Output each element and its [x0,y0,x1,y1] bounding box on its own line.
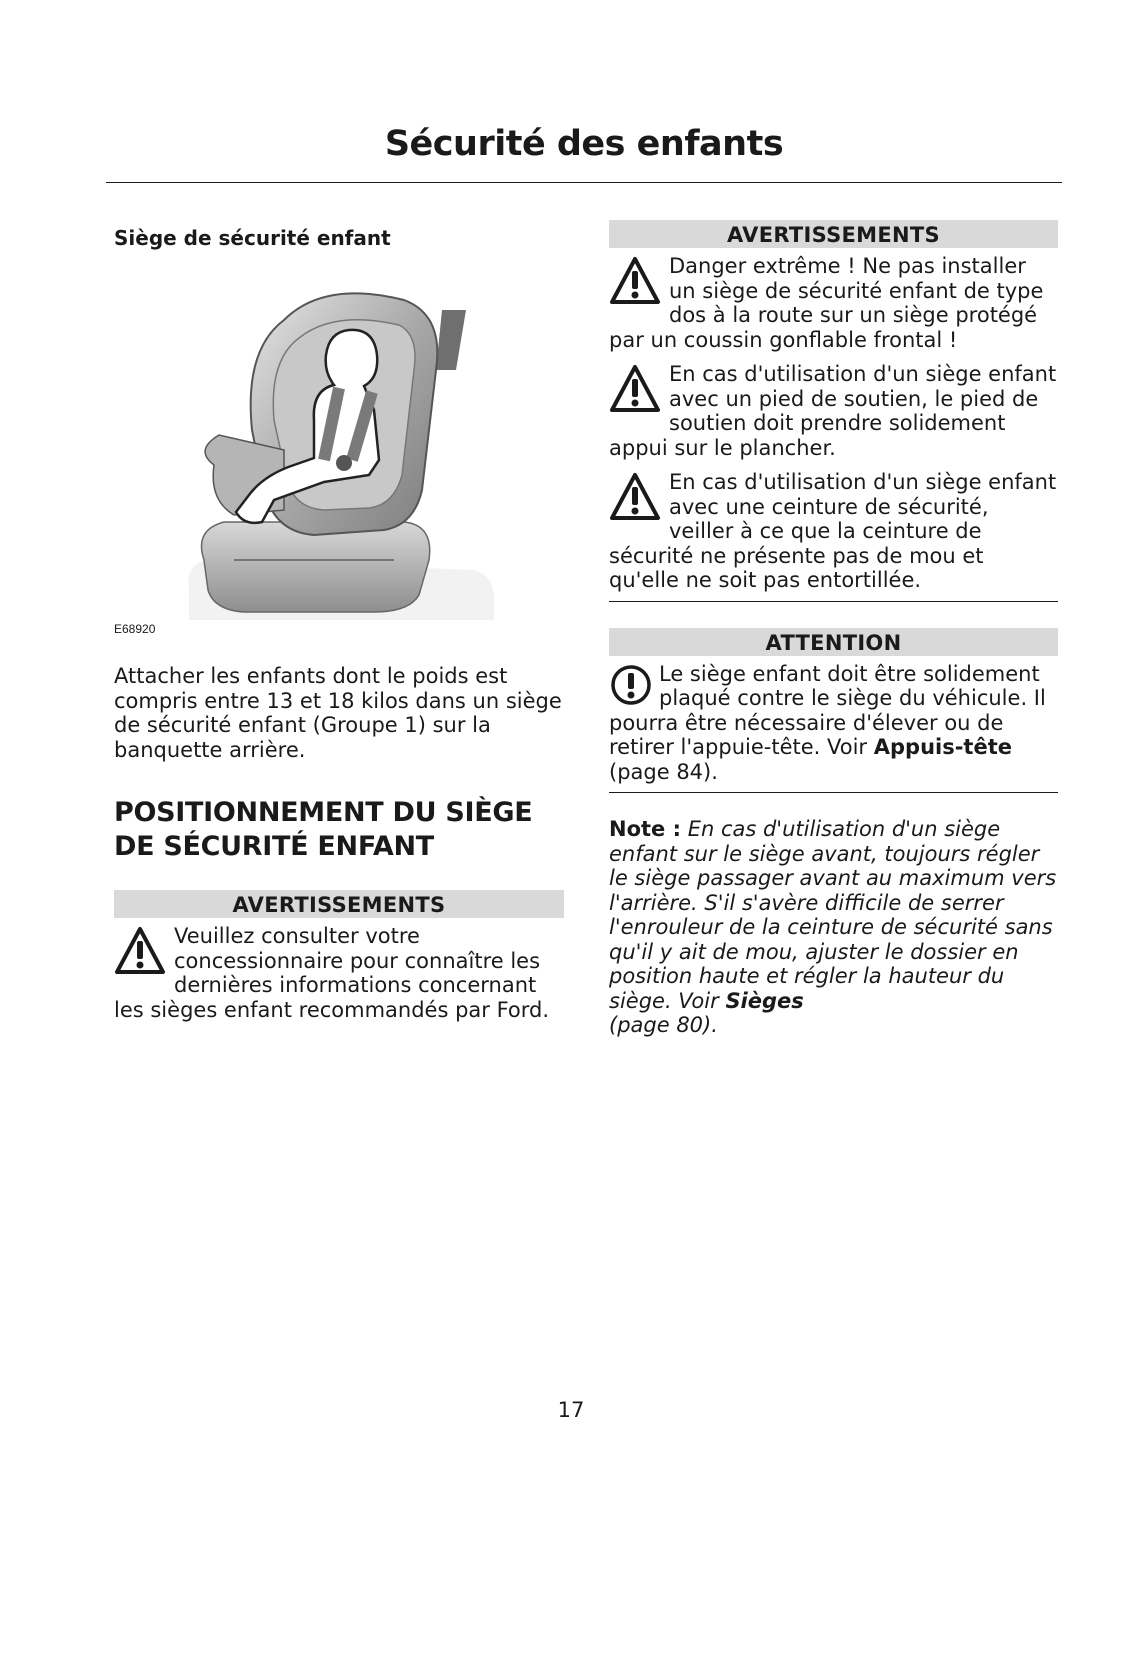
note-text: En cas d'utilisation d'un siège enfant sur le siège avant, toujours régler le siège passager avant au maximum vers l'arrière. S'il s'avère difficile de serrer l'enrouleur de la ceinture de sécurité sans qu'il y ait de mou, ajuster le dossier en position haute et régler la hauteur du siège. Voir [609,817,1057,1013]
headrest-ref-link[interactable]: Appuis-tête [873,735,1012,759]
warning-dealer [114,924,564,1022]
child-seat-figure [114,260,564,636]
child-seat-subheading: Siège de sécurité enfant [114,226,391,250]
figure-code: E68920 [114,622,156,636]
warning-seat-belt [609,470,1058,593]
warning-airbag-text: Danger extrême ! Ne pas installer un siège de sécurité enfant de type dos à la route sur un siège protégé par un coussin gonflable frontal ! [609,254,1044,352]
attention-text: Le siège enfant doit être solidement plaqué contre le siège du véhicule. Il pourra être nécessaire d'élever ou de retirer l'appuie-tête. Voir [609,661,1046,759]
warning-dealer-text: Veuillez consulter votre concessionnaire pour connaître les dernières informations concernant les sièges enfant recommandés par Ford. [114,924,550,1022]
warning-seat-belt-text: En cas d'utilisation d'un siège enfant avec une ceinture de sécurité, veiller à ce que la ceinture de sécurité ne présente pas de mou et qu'elle ne soit pas entortillée. [609,470,1057,592]
warning-triangle-icon [609,364,661,414]
weight-paragraph: Attacher les enfants dont le poids est compris entre 13 et 18 kilos dans un siège de sécurité enfant (Groupe 1) sur la banquette arrière. [114,664,562,762]
page-number: 17 [557,1398,585,1422]
warning-triangle-icon [114,926,166,976]
page-title: Sécurité des enfants [384,124,784,164]
note-page-ref: (page 80). [609,1013,718,1037]
warning-airbag [609,254,1058,352]
section-heading-line2: DE SÉCURITÉ ENFANT [114,831,434,862]
warning-triangle-icon [609,472,661,522]
note-label: Note : [609,817,681,841]
left-column [114,220,564,1022]
warnings-banner-left: AVERTISSEMENTS [114,890,564,918]
seats-ref-link[interactable]: Sièges [725,988,804,1013]
warning-support-leg-text: En cas d'utilisation d'un siège enfant avec un pied de soutien, le pied de soutien doit prendre solidement appui sur le plancher. [609,362,1057,460]
right-column [609,220,1058,1059]
warnings-banner-right: AVERTISSEMENTS [609,220,1058,248]
warning-triangle-icon [609,256,661,306]
attention-page-ref: (page 84). [609,759,718,784]
attention-banner: ATTENTION [609,628,1058,656]
section-heading-line1: POSITIONNEMENT DU SIÈGE [114,797,533,828]
warnings-end-rule [609,601,1058,602]
attention-end-rule [609,792,1058,793]
child-seat-illustration [174,260,504,620]
section-heading [114,796,564,864]
warning-support-leg [609,362,1058,460]
attention-circle-icon [609,662,653,708]
note-paragraph [609,817,1058,1038]
title-divider [106,182,1062,183]
attention-notice [609,662,1058,785]
